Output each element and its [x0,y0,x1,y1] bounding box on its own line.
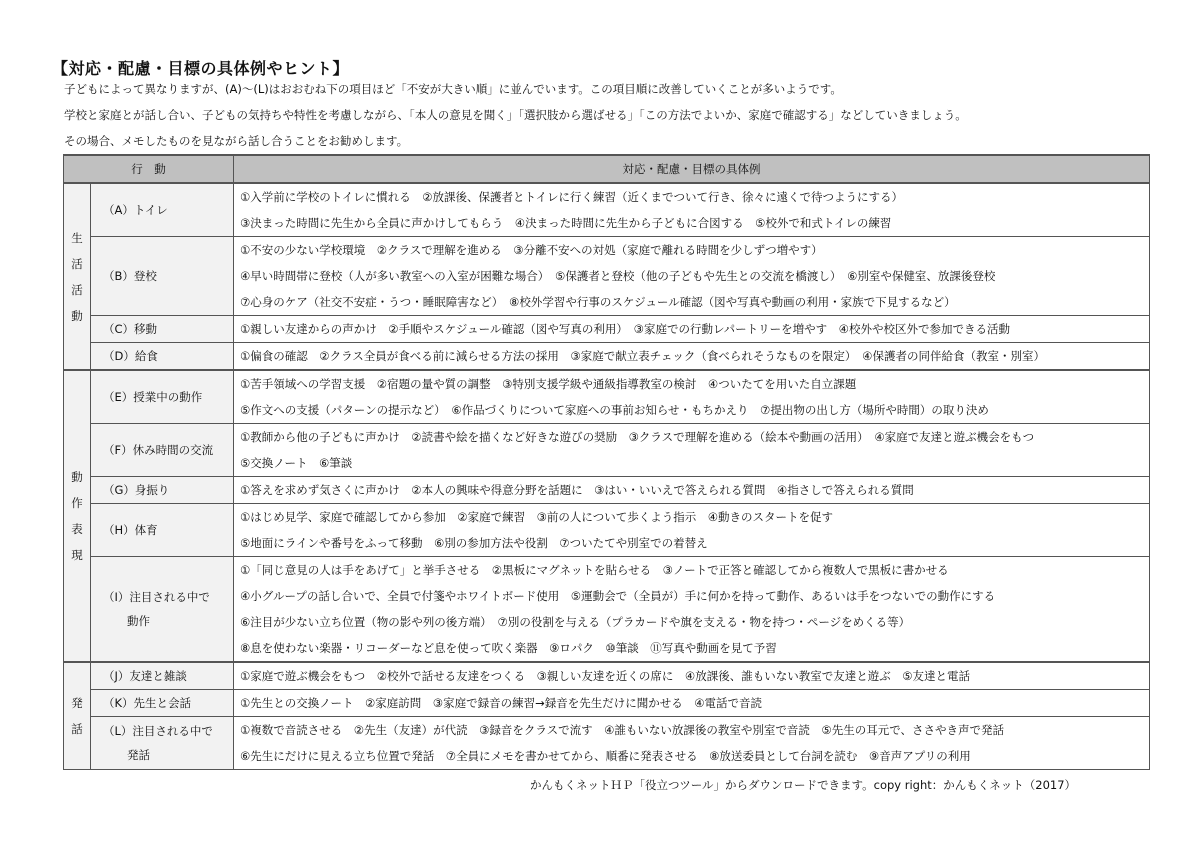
item-label-cell [91,424,234,477]
item-label: （H）体育 [103,523,158,537]
category-char: 動 [71,470,83,484]
item-label-cell [91,343,234,371]
table-row [64,370,1150,424]
item-label-cell [91,717,234,770]
example-line: ⑥先生にだけに見える立ち位置で発話 ⑦全員にメモを書かせてから、順番に発表させる ⑧放送委員として台詞を読む ⑨音声アプリの利用 [240,749,971,763]
item-label-cell [91,662,234,690]
example-line: ①親しい友達からの声かけ ②手順やスケジュール確認（図や写真の利用） ③家庭での行動レパートリーを増やす ④校外や校区外で参加できる活動 [240,322,1010,336]
table-body [64,183,1150,770]
examples-cell [234,343,1150,371]
item-label: （C）移動 [103,322,158,336]
examples-cell [234,662,1150,690]
item-label-cell [91,504,234,557]
example-line: ①不安の少ない学校環境 ②クラスで理解を進める ③分離不安への対処（家庭で離れる時間を少しずつ増やす） [240,243,823,257]
table-header-row [64,155,1150,183]
example-line: ①「同じ意見の人は手をあげて」と挙手させる ②黒板にマグネットを貼らせる ③ノートで正答と確認してから複数人で黒板に書かせる [240,563,949,577]
category-cell [64,370,91,662]
table-row [64,504,1150,557]
examples-cell [234,557,1150,663]
example-line: ①入学前に学校のトイレに慣れる ②放課後、保護者とトイレに行く練習（近くまでついて行き、徐々に遠くで待つようにする） [240,190,904,204]
item-label-cell [91,370,234,424]
examples-cell [234,237,1150,316]
table-row [64,343,1150,371]
item-label: （I）注目される中で [103,590,210,604]
examples-cell [234,370,1150,424]
category-char: 発 [71,696,83,710]
item-label-cell [91,237,234,316]
item-label-continued: 動作 [127,614,150,628]
examples-cell [234,477,1150,504]
example-line: ①家庭で遊ぶ機会をもつ ②校外で話せる友達をつくる ③親しい友達を近くの席に ④放課後、誰もいない教室で友達と遊ぶ ⑤友達と電話 [240,669,971,683]
item-label: （G）身振り [103,483,170,497]
example-line: ⑧息を使わない楽器・リコーダーなど息を使って吹く楽器 ⑨ロパク ⑩筆談 ⑪写真や動画を見て予習 [240,641,777,655]
table-row [64,717,1150,770]
example-line: ⑥注目が少ない立ち位置（物の影や列の後方端） ⑦別の役割を与える（プラカードや旗を支える・物を持つ・ページをめくる等） [240,615,911,629]
intro-line-1: 子どもによって異なりますが、(A)～(L)はおおむね下の項目ほど「不安が大きい順」に並んでいます。この項目順に改善していくことが多いようです。 [64,82,842,96]
item-label-cell [91,183,234,237]
item-label: （L）注目される中で [103,724,213,738]
category-char: 活 [71,256,83,271]
examples-cell [234,316,1150,343]
hints-table [63,154,1150,770]
example-line: ①はじめ見学、家庭で確認してから参加 ②家庭で練習 ③前の人について歩くよう指示 ④動きのスタートを促す [240,510,834,524]
item-label: （K）先生と会話 [103,696,192,710]
item-label-continued: 発話 [127,748,150,762]
table-row [64,690,1150,717]
item-label: （J）友達と雑談 [103,669,187,683]
item-label-cell [91,316,234,343]
item-label: （E）授業中の動作 [103,390,203,404]
example-line: ③決まった時間に先生から全員に声かけしてもらう ④決まった時間に先生から子どもに合図する ⑤校外で和式トイレの練習 [240,216,892,230]
table-row [64,424,1150,477]
example-line: ①偏食の確認 ②クラス全員が食べる前に減らせる方法の採用 ③家庭で献立表チェック（食べられそうなものを限定） ④保護者の同伴給食（教室・別室） [240,349,1045,363]
example-line: ①答えを求めず気さくに声かけ ②本人の興味や得意分野を話題に ③はい・いいえで答えられる質問 ④指さしで答えられる質問 [240,483,914,497]
table-row [64,557,1150,663]
example-line: ①苦手領域への学習支援 ②宿題の量や質の調整 ③特別支援学級や通級指導教室の検討 ④ついたてを用いた自立課題 [240,377,857,391]
category-char: 作 [71,496,83,510]
category-cell [64,183,91,370]
item-label-cell [91,557,234,663]
page-title: 【対応・配慮・目標の具体例やヒント】 [52,59,350,78]
table-row [64,316,1150,343]
example-line: ①教師から他の子どもに声かけ ②読書や絵を描くなど好きな遊びの奨励 ③クラスで理解を進める（絵本や動画の活用） ④家庭で友達と遊ぶ機会をもつ [240,430,1035,444]
table-row [64,237,1150,316]
table-row [64,477,1150,504]
examples-cell [234,717,1150,770]
category-char: 動 [71,308,83,323]
category-char: 生 [71,230,83,245]
item-label: （B）登校 [103,269,157,283]
examples-cell [234,424,1150,477]
intro-line-2: 学校と家庭とが話し合い、子どもの気持ちや特性を考慮しながら、「本人の意見を聞く」「選択肢から選ばせる」「この方法でよいか、家庭で確認する」などしていきましょう。 [64,108,967,122]
example-line: ①先生との交換ノート ②家庭訪問 ③家庭で録音の練習→録音を先生だけに聞かせる ④電話で音読 [240,696,763,710]
example-line: ⑤地面にラインや番号をふって移動 ⑥別の参加方法や役割 ⑦ついたてや別室での着替え [240,536,708,550]
example-line: ⑦心身のケア（社交不安症・うつ・睡眠障害など） ⑧校外学習や行事のスケジュール確認（図や写真や動画の利用・家族で下見するなど） [240,295,956,309]
item-label-cell [91,690,234,717]
example-line: ④早い時間帯に登校（人が多い教室への入室が困難な場合） ⑤保護者と登校（他の子どもや先生との交流を橋渡し） ⑥別室や保健室、放課後登校 [240,269,996,283]
item-label: （D）給食 [103,349,158,363]
category-char: 現 [71,548,83,562]
item-label: （F）休み時間の交流 [103,443,214,457]
item-label-cell [91,477,234,504]
example-line: ④小グループの話し合いで、全員で付箋やホワイトボード使用 ⑤運動会で（全員が）手に何かを持って動作、あるいは手をつないでの動作にする [240,589,996,603]
category-cell [64,662,91,770]
example-line: ⑤作文への支援（パターンの提示など） ⑥作品づくりについて家庭への事前お知らせ・もちかえり ⑦提出物の出し方（場所や時間）の取り決め [240,403,989,417]
examples-cell [234,183,1150,237]
footer-credit: かんもくネットＨＰ「役立つツール」からダウンロードできます。copy right：かんもくネット（2017） [530,778,1077,792]
header-action: 行 動 [64,155,234,183]
example-line: ①複数で音読させる ②先生（友達）が代読 ③録音をクラスで流す ④誰もいない放課後の教室や別室で音読 ⑤先生の耳元で、ささやき声で発話 [240,723,1004,737]
category-char: 活 [71,282,83,297]
category-char: 話 [71,722,83,736]
examples-cell [234,690,1150,717]
intro-line-3: その場合、メモしたものを見ながら話し合うことをお勧めします。 [64,134,409,148]
table-row [64,183,1150,237]
examples-cell [234,504,1150,557]
header-examples: 対応・配慮・目標の具体例 [234,155,1150,183]
table-row [64,662,1150,690]
item-label: （A）トイレ [103,203,168,217]
example-line: ⑤交換ノート ⑥筆談 [240,456,353,470]
category-char: 表 [71,522,83,536]
